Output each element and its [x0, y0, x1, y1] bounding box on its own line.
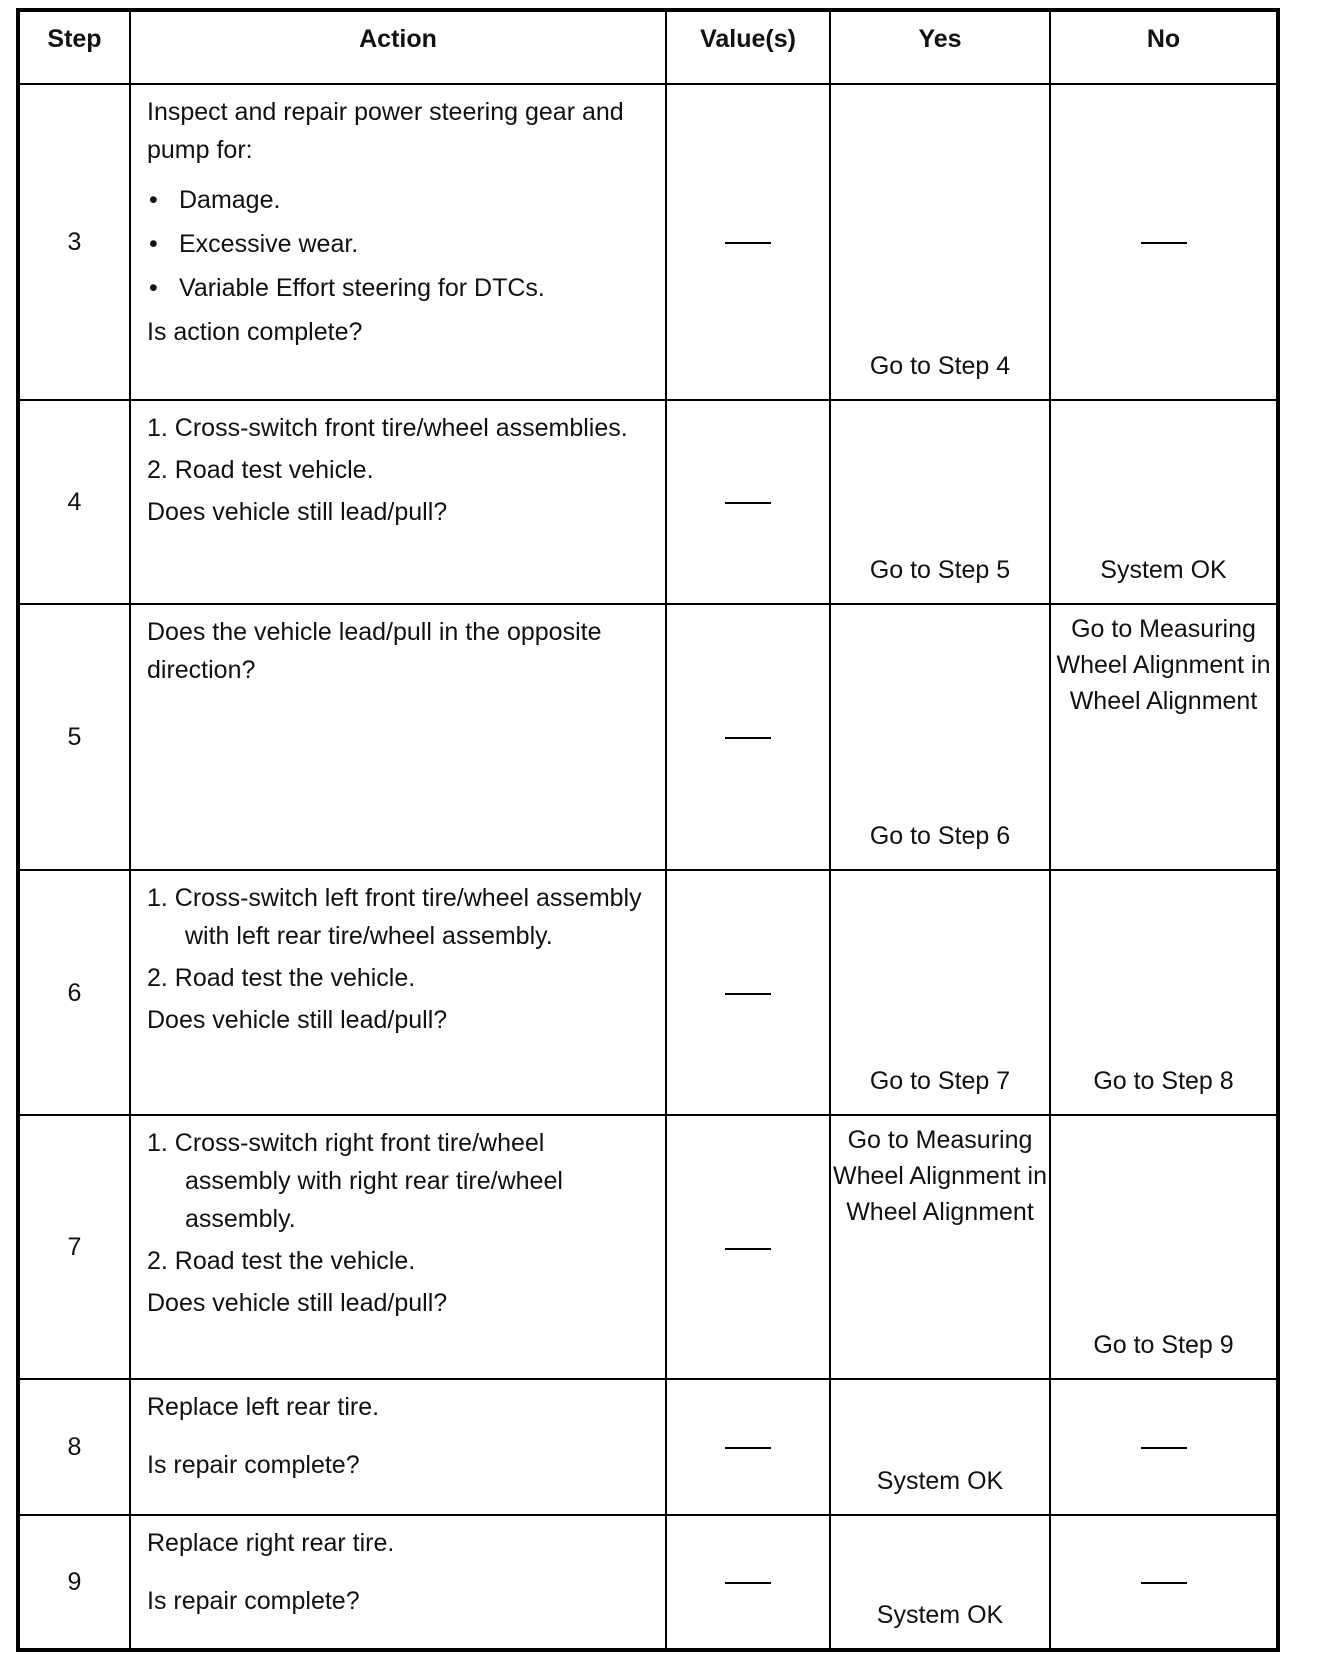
action-intro: Replace right rear tire. — [147, 1528, 395, 1557]
table-row — [18, 1115, 1278, 1379]
yes-result — [830, 1115, 1050, 1379]
table-row — [18, 1379, 1278, 1514]
action-question: Is action complete? — [147, 318, 363, 346]
dash-mark — [1141, 242, 1187, 244]
values-cell — [666, 870, 830, 1115]
dash-mark — [725, 737, 771, 739]
header-step: Step — [18, 10, 130, 84]
dash-mark — [725, 1248, 771, 1250]
step-number: 9 — [18, 1515, 130, 1650]
yes-result-text: Go to Measuring Wheel Alignment in Wheel Alignment — [832, 1126, 1047, 1227]
dash-mark — [725, 1447, 771, 1449]
values-cell — [666, 1379, 830, 1514]
no-cell — [1050, 1379, 1278, 1514]
header-no: No — [1050, 10, 1278, 84]
no-result: Go to Step 9 — [1050, 1115, 1278, 1379]
values-cell — [666, 84, 830, 400]
header-action: Action — [130, 10, 666, 84]
dash-mark — [725, 242, 771, 244]
dash-mark — [725, 502, 771, 504]
yes-result: Go to Step 7 — [830, 870, 1050, 1115]
table-row — [18, 604, 1278, 870]
header-row — [18, 10, 1278, 84]
step-number: 5 — [18, 604, 130, 870]
table-row — [18, 870, 1278, 1115]
action-question: Does vehicle still lead/pull? — [147, 1289, 448, 1318]
step-number: 7 — [18, 1115, 130, 1379]
numbered-item: 2. Road test the vehicle. — [147, 1247, 416, 1276]
diagnostic-table — [16, 8, 1280, 1652]
action-cell — [130, 870, 666, 1115]
action-cell — [130, 1115, 666, 1379]
numbered-item: 1. Cross-switch front tire/wheel assemblies. — [147, 413, 628, 442]
table-row — [18, 84, 1278, 400]
table-row — [18, 400, 1278, 604]
header-values: Value(s) — [666, 10, 830, 84]
numbered-item: 2. Road test the vehicle. — [147, 964, 416, 993]
action-cell — [130, 400, 666, 604]
step-number: 3 — [18, 84, 130, 400]
yes-result: System OK — [830, 1379, 1050, 1514]
bullet-item: • Variable Effort steering for DTCs. — [147, 269, 651, 307]
header-yes: Yes — [830, 10, 1050, 84]
action-question: Does vehicle still lead/pull? — [147, 1006, 448, 1035]
bullet-item: • Excessive wear. — [147, 225, 651, 263]
action-cell — [130, 604, 666, 870]
numbered-item: 1. Cross-switch right front tire/wheel assembly with right rear tire/wheel assembly. — [147, 1129, 563, 1234]
values-cell — [666, 400, 830, 604]
yes-result: Go to Step 4 — [830, 84, 1050, 400]
values-cell — [666, 604, 830, 870]
values-cell — [666, 1515, 830, 1650]
yes-result: System OK — [830, 1515, 1050, 1650]
no-result: System OK — [1050, 400, 1278, 604]
numbered-item: 1. Cross-switch left front tire/wheel assembly with left rear tire/wheel assembly. — [147, 884, 642, 951]
action-question: Does the vehicle lead/pull in the opposite direction? — [147, 617, 602, 684]
step-number: 4 — [18, 400, 130, 604]
action-cell — [130, 84, 666, 400]
action-question: Is repair complete? — [147, 1586, 360, 1615]
values-cell — [666, 1115, 830, 1379]
step-number: 6 — [18, 870, 130, 1115]
action-question: Is repair complete? — [147, 1451, 360, 1480]
bullet-list — [147, 181, 651, 307]
bullet-item: • Damage. — [147, 181, 651, 219]
yes-result: Go to Step 6 — [830, 604, 1050, 870]
action-cell — [130, 1379, 666, 1514]
dash-mark — [1141, 1582, 1187, 1584]
table-row — [18, 1515, 1278, 1650]
numbered-item: 2. Road test vehicle. — [147, 455, 374, 484]
dash-mark — [725, 993, 771, 995]
no-cell — [1050, 1515, 1278, 1650]
action-intro: Replace left rear tire. — [147, 1393, 380, 1422]
no-result-text: Go to Measuring Wheel Alignment in Wheel Alignment — [1056, 614, 1271, 715]
action-cell — [130, 1515, 666, 1650]
action-question: Does vehicle still lead/pull? — [147, 497, 448, 526]
yes-result: Go to Step 5 — [830, 400, 1050, 604]
dash-mark — [725, 1582, 771, 1584]
no-result — [1050, 604, 1278, 870]
no-cell — [1050, 84, 1278, 400]
action-intro: Inspect and repair power steering gear and pump for: — [147, 98, 624, 164]
no-result: Go to Step 8 — [1050, 870, 1278, 1115]
dash-mark — [1141, 1447, 1187, 1449]
step-number: 8 — [18, 1379, 130, 1514]
